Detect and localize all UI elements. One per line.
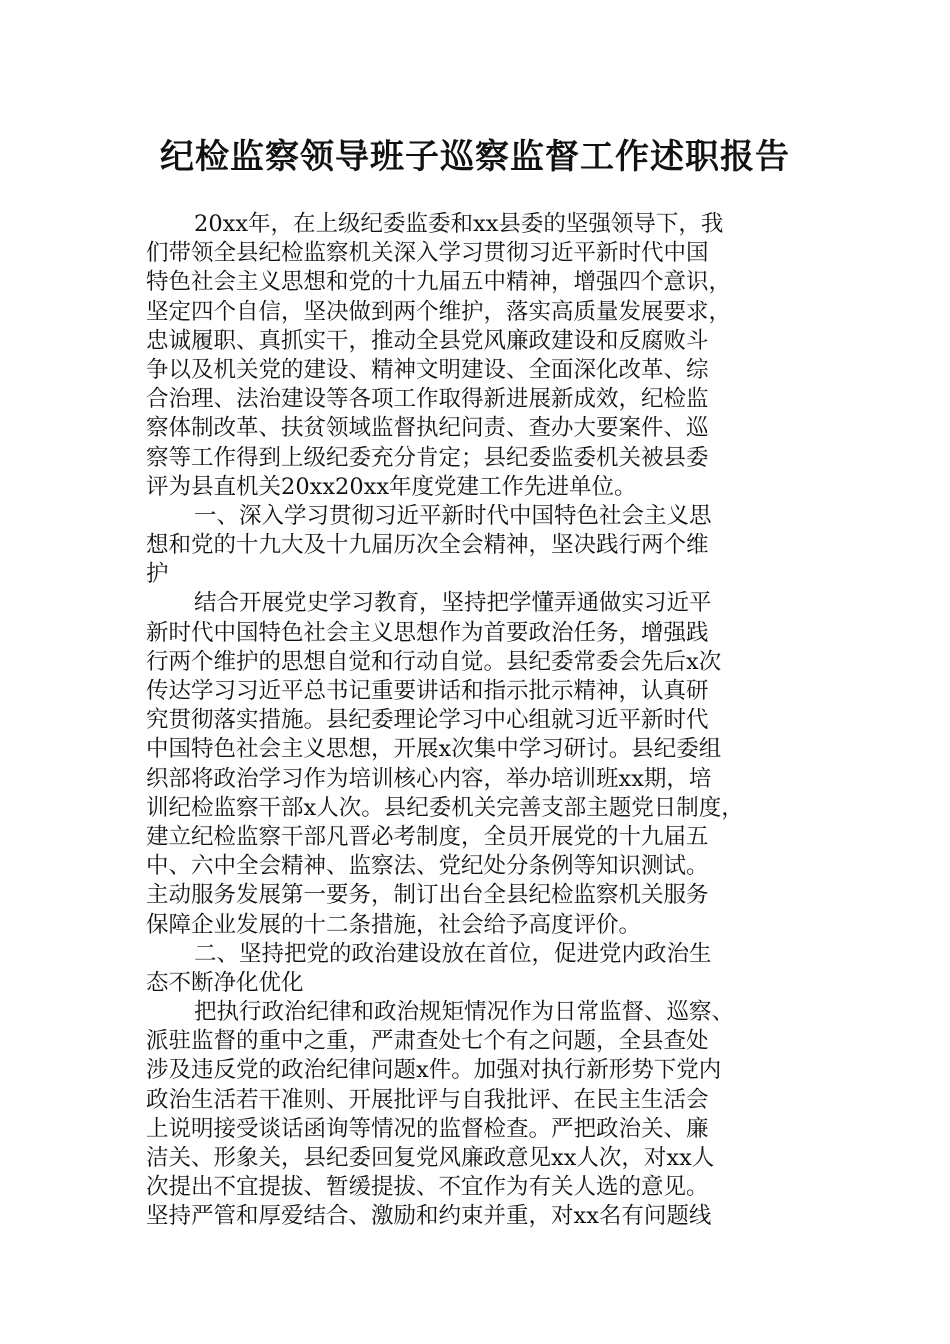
document-body: [146, 210, 826, 1232]
text-line: 结合开展党史学习教育，坚持把学懂弄通做实习近平: [194, 590, 712, 617]
text-line: 坚定四个自信，坚决做到两个维护，落实高质量发展要求，: [146, 298, 732, 325]
text-line: 合治理、法治建设等各项工作取得新进展新成效，纪检监: [146, 386, 709, 413]
text-line: 二、坚持把党的政治建设放在首位，促进党内政治生: [194, 940, 712, 967]
text-line: 传达学习习近平总书记重要讲话和指示批示精神，认真研: [146, 678, 709, 704]
text-line: 行两个维护的思想自觉和行动自觉。县纪委常委会先后x次: [146, 648, 722, 675]
text-line: 涉及违反党的政治纪律问题x件。加强对执行新形势下党内: [146, 1057, 722, 1084]
text-line: 保障企业发展的十二条措施，社会给予高度评价。: [146, 911, 642, 938]
text-line: 20xx年，在上级纪委监委和xx县委的坚强领导下，我: [194, 211, 724, 237]
text-line: 评为县直机关20xx20xx年度党建工作先进单位。: [146, 473, 637, 500]
text-line: 护: [146, 561, 169, 588]
text-line: 派驻监督的重中之重，严肃查处七个有之问题，全县查处: [146, 1028, 709, 1055]
text-line: 态不断净化优化: [146, 969, 304, 996]
text-line: 特色社会主义思想和党的十九届五中精神，增强四个意识，: [146, 269, 732, 296]
text-line: 坚持严管和厚爱结合、激励和约束并重，对xx名有问题线: [146, 1203, 712, 1230]
text-line: 新时代中国特色社会主义思想作为首要政治任务，增强践: [146, 619, 709, 646]
text-line: 究贯彻落实措施。县纪委理论学习中心组就习近平新时代: [146, 707, 709, 734]
text-line: 把执行政治纪律和政治规矩情况作为日常监督、巡察、: [194, 999, 735, 1026]
text-line: 忠诚履职、真抓实干，推动全县党风廉政建设和反腐败斗: [146, 327, 709, 354]
text-line: 主动服务发展第一要务，制订出台全县纪检监察机关服务: [146, 882, 709, 909]
text-line: 察体制改革、扶贫领域监督执纪问责、查办大要案件、巡: [146, 415, 709, 442]
text-line: 中、六中全会精神、监察法、党纪处分条例等知识测试。: [146, 853, 709, 880]
text-line: 织部将政治学习作为培训核心内容，举办培训班xx期，培: [146, 765, 712, 792]
text-line: 次提出不宜提拔、暂缓提拔、不宜作为有关人选的意见。: [146, 1174, 709, 1201]
text-line: 察等工作得到上级纪委充分肯定；县纪委监委机关被县委: [146, 444, 709, 471]
text-line: 想和党的十九大及十九届历次全会精神，坚决践行两个维: [146, 532, 709, 559]
text-line: 上说明接受谈话函询等情况的监督检查。严把政治关、廉: [146, 1115, 709, 1142]
text-line: 中国特色社会主义思想，开展x次集中学习研讨。县纪委组: [146, 736, 722, 763]
text-line: 洁关、形象关，县纪委回复党风廉政意见xx人次，对xx人: [146, 1145, 715, 1171]
document-title: 纪检监察领导班子巡察监督工作述职报告: [160, 137, 790, 177]
text-line: 们带领全县纪检监察机关深入学习贯彻习近平新时代中国: [146, 240, 709, 267]
text-line: 政治生活若干准则、开展批评与自我批评、在民主生活会: [146, 1086, 709, 1113]
text-line: 一、深入学习贯彻习近平新时代中国特色社会主义思: [194, 502, 712, 529]
text-line: 建立纪检监察干部凡晋必考制度，全员开展党的十九届五: [146, 823, 709, 850]
text-line: 训纪检监察干部x人次。县纪委机关完善支部主题党日制度，: [146, 794, 744, 821]
text-line: 争以及机关党的建设、精神文明建设、全面深化改革、综: [146, 356, 709, 383]
